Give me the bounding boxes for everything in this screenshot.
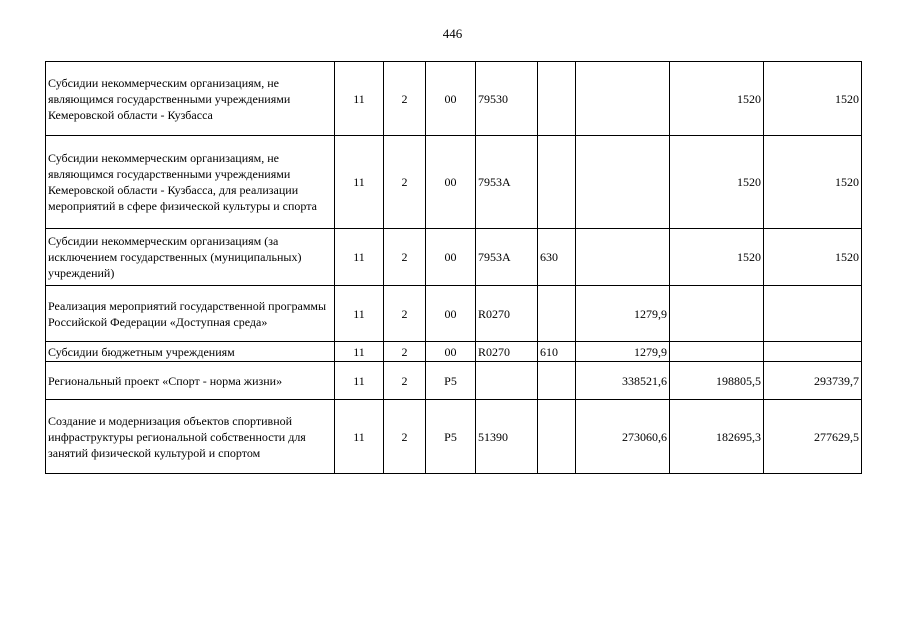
section-code: 11 <box>335 136 384 229</box>
amount-year-1: 1279,9 <box>576 286 670 342</box>
target-code: 51390 <box>476 400 538 474</box>
amount-year-3 <box>764 342 862 362</box>
subsection-code: 2 <box>384 229 426 286</box>
target-code: 7953А <box>476 229 538 286</box>
amount-year-1: 273060,6 <box>576 400 670 474</box>
row-name: Субсидии некоммерческим организациям, не являющимся государственными учреждениями Кемеровской области - Кузбасса <box>46 62 335 136</box>
table-row <box>46 229 862 286</box>
amount-year-1: 1279,9 <box>576 342 670 362</box>
section-code: 11 <box>335 286 384 342</box>
section-code: 11 <box>335 229 384 286</box>
row-name: Субсидии некоммерческим организациям, не являющимся государственными учреждениями Кемеровской области - Кузбасса, для реализации мероприятий в сфере физической культуры и спорта <box>46 136 335 229</box>
program-code: 00 <box>426 62 476 136</box>
subsection-code: 2 <box>384 62 426 136</box>
table-row <box>46 362 862 400</box>
amount-year-3: 1520 <box>764 229 862 286</box>
target-code: 7953А <box>476 136 538 229</box>
program-code: 00 <box>426 136 476 229</box>
row-name: Региональный проект «Спорт - норма жизни» <box>46 362 335 400</box>
expense-type-code: 610 <box>538 342 576 362</box>
amount-year-3: 293739,7 <box>764 362 862 400</box>
budget-table <box>45 61 862 474</box>
amount-year-2: 1520 <box>670 229 764 286</box>
program-code: P5 <box>426 362 476 400</box>
amount-year-1 <box>576 62 670 136</box>
row-name: Создание и модернизация объектов спортивной инфраструктуры региональной собственности для занятий физической культурой и спортом <box>46 400 335 474</box>
amount-year-3: 1520 <box>764 136 862 229</box>
subsection-code: 2 <box>384 400 426 474</box>
amount-year-3: 1520 <box>764 62 862 136</box>
subsection-code: 2 <box>384 286 426 342</box>
subsection-code: 2 <box>384 136 426 229</box>
row-name: Реализация мероприятий государственной программы Российской Федерации «Доступная среда» <box>46 286 335 342</box>
amount-year-1 <box>576 229 670 286</box>
expense-type-code <box>538 286 576 342</box>
amount-year-2: 1520 <box>670 136 764 229</box>
amount-year-2 <box>670 342 764 362</box>
amount-year-2: 198805,5 <box>670 362 764 400</box>
expense-type-code <box>538 136 576 229</box>
section-code: 11 <box>335 400 384 474</box>
program-code: 00 <box>426 342 476 362</box>
row-name: Субсидии некоммерческим организациям (за исключением государственных (муниципальных) учреждений) <box>46 229 335 286</box>
table-row <box>46 342 862 362</box>
expense-type-code <box>538 62 576 136</box>
section-code: 11 <box>335 362 384 400</box>
expense-type-code <box>538 362 576 400</box>
amount-year-1 <box>576 136 670 229</box>
table-row <box>46 62 862 136</box>
amount-year-3: 277629,5 <box>764 400 862 474</box>
amount-year-3 <box>764 286 862 342</box>
subsection-code: 2 <box>384 342 426 362</box>
expense-type-code <box>538 400 576 474</box>
table-row <box>46 136 862 229</box>
amount-year-2: 182695,3 <box>670 400 764 474</box>
row-name: Субсидии бюджетным учреждениям <box>46 342 335 362</box>
target-code: R0270 <box>476 342 538 362</box>
section-code: 11 <box>335 342 384 362</box>
expense-type-code: 630 <box>538 229 576 286</box>
section-code: 11 <box>335 62 384 136</box>
amount-year-2: 1520 <box>670 62 764 136</box>
target-code: 79530 <box>476 62 538 136</box>
amount-year-1: 338521,6 <box>576 362 670 400</box>
target-code: R0270 <box>476 286 538 342</box>
table-row <box>46 400 862 474</box>
program-code: P5 <box>426 400 476 474</box>
subsection-code: 2 <box>384 362 426 400</box>
page-number: 446 <box>442 26 463 41</box>
target-code <box>476 362 538 400</box>
program-code: 00 <box>426 286 476 342</box>
amount-year-2 <box>670 286 764 342</box>
table-row <box>46 286 862 342</box>
program-code: 00 <box>426 229 476 286</box>
